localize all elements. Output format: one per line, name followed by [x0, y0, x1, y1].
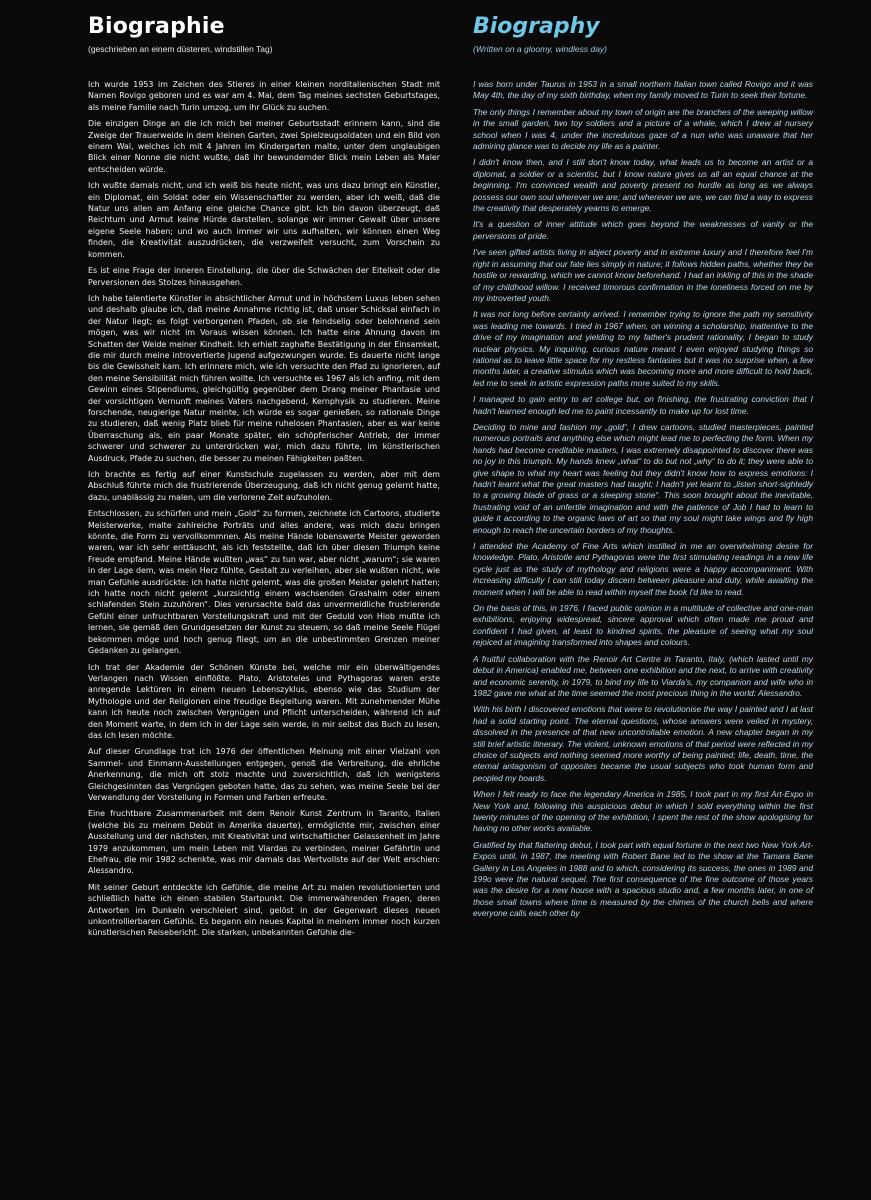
german-paragraph: Entschlossen, zu schürfen und mein „Gold“ zu formen, zeichnete ich Cartoons, studierte Meisterwerke, malte zahlreiche Porträts und alles andere, was mich dazu bringen könnte, die Form zu vervollkommnen. Als meine Hände lobenswerte Meister geworden waren, war ich sehr enttäuscht, als ich feststellte, daß ich über diesen Triumph keine Freude empfand. Meine Hände wußten „was“ zu tun war, aber nicht „warum“; sie waren in der Lage dem, was mein Herz fühlte, Gestalt zu verleihen, aber sie wußten nicht, wie man Gefühle ausdrückte: ich hatte nicht gelernt, was die großen Meister gelehrt hatten; ich hatte noch nicht gelernt „kurzsichtig einem wachsenden Grashalm oder einem schlafenden Stein zuzuhören“. Dies verursachte bald das unvermeidliche frustrierende Gefühl einer unfruchtbaren Vorstellungskraft und mit der Geduld von Hiob mußte ich lernen, sie gemäß den Grundgesetzen der Kunst zu steuern, so daß meine Seele Flügel bekommen möge und hoch genug fliegt, um an die unbestimmten Grenzen meiner Gedanken zu gelangen. [88, 509, 440, 656]
english-paragraph: It was not long before certainty arrived. I remember trying to ignore the path my sensitivity was leading me towards. I tried in 1967 when, on winning a scholarship, inattentive to the drive of my imagination and yielding to my father's prudent rationality, I began to study nuclear physics. My inquiring, curious nature meant I even enjoyed studying things so rational as to leave little space for my restless fantasies but it was no surprise when, a few months later, a creative stimulus which was becoming more and more difficult to hold back, led me to seek in artistic expression paths more suited to my skills. [473, 309, 813, 388]
german-paragraph: Ich trat der Akademie der Schönen Künste bei, welche mir ein überwältigendes Verlangen nach Wissen einflößte. Plato, Aristoteles und Pythagoras waren erste anregende Lektüren in einem neuen Lebenszyklus, ebenso wie das Studium der Mythologie und der Religionen eine freudige Begleitung waren. Mit zunehmender Mühe kann ich heute noch zwischen Vergnügen und Pflicht unterscheiden, während ich auf den Moment warte, in dem ich in der Lage sein werde, in mir selbst das Buch zu lesen, das ich lesen möchte. [88, 662, 440, 740]
english-paragraph: On the basis of this, in 1976, I faced public opinion in a multitude of collective and one-man exhibitions, enjoying widespread, sincere approval which often made me proud and confident I had given, at least to kindred spirits, the pleasure of seeing what my soul rejoiced at imagining transformed into shapes and colours. [473, 603, 813, 648]
english-body [473, 79, 813, 920]
german-column [88, 14, 440, 944]
german-paragraph: Ich wußte damals nicht, und ich weiß bis heute nicht, was uns dazu bringt ein Künstler, ein Diplomat, ein Soldat oder ein Wissenschaftler zu werden, aber ich weiß, daß die Natur uns allen am Anfang eine gleiche Chance gibt. Ich bin davon überzeugt, daß Reichtum und Armut keine Hürde darstellen, solange wir immer Gewalt über unsere eigene Seele haben; und wo auch immer wir uns aufhalten, wir können einen Weg finden, die Kreativität auszudrücken, die verzweifelt versucht, zum Vorschein zu kommen. [88, 181, 440, 259]
english-paragraph: With his birth I discovered emotions that were to revolutionise the way I painted and I at last had a solid starting point. The eternal questions, whose answers were veiled in mystery, dissolved in the presence of that new uncontrollable emotion. A new chapter began in my still brief artistic itinerary. The violent, unknown emotions of that period were reflected in my choice of subjects and nothing seemed more worthy of being painted; life, death, time, the eternal antagonism of opposites became the usual subjects who took human form and peopled my boards. [473, 704, 813, 783]
german-paragraph: Ich habe talentierte Künstler in absichtlicher Armut und in höchstem Luxus leben sehen und deshalb glaube ich, daß meine Annahme richtig ist, daß unser Schicksal einfach in der Natur liegt; es folgt verborgenen Pfaden, ob sie feindselig oder belohnend sein mögen, was wir nicht im Voraus wissen können. Ich hatte eine Ahnung davon im Schatten der Weide meiner Kindheit. Ich erhielt zaghafte Bestätigung in der Einsamkeit, die mir durch meine introvertierte Jugend aufgezwungen wurde. Es dauerte nicht lange bis die Gewissheit kam. Ich erinnere mich, wie ich versuchte den Pfad zu ignorieren, auf den meine Sensibilität mich führen wollte. Ich versuchte es 1967 als ich anfing, mit dem Gewinn eines Stipendiums, gleichgültig gegenüber dem Drang meiner Phantasie und der vorsichtigen Vernunft meines Vaters nachgebend, Kernphysik zu studieren. Meine forschende, neugierige Natur meinte, ich würde es sogar genießen, so rationale Dinge zu studieren, daß wenig Platz blieb für meine ruhelosen Phantasien, aber es war keine Überraschung als, ein paar Monate später, ein schöpferischer Antrieb, der immer schwerer und schwerer zu unterdrücken war, mich dazu führte, im künstlerischen Ausdruck, Pfade zu suchen, die besser zu meinen Fähigkeiten paßten. [88, 293, 440, 463]
german-paragraph: Eine fruchtbare Zusammenarbeit mit dem Renoir Kunst Zentrum in Taranto, Italien (welche bis zu meinem Debüt in Amerika dauerte), ermöglichte mir, zwischen einer Ausstellung und der nächsten, mit Kreativität und wirtschaftlicher Gelassenheit im Jahre 1979 anzukommen, um mein Leben mit Viardas zu verbinden, meiner Gefährtin und Ehefrau, die mir 1982 schenkte, was mir damals das Wertvollste auf der Welt erschien: Alessandro. [88, 809, 440, 876]
german-paragraph: Ich wurde 1953 im Zeichen des Stieres in einer kleinen norditalienischen Stadt mit Namen Rovigo geboren und es war am 4. Mai, dem Tag meines sechsten Geburtstages, als meine Familie nach Turin umzog, um ihr Glück zu suchen. [88, 80, 440, 112]
german-title: Biographie [88, 14, 225, 39]
english-paragraph: The only things I remember about my town of origin are the branches of the weeping willow in the small garden, two toy soldiers and a picture of a whale, which I drew at nursery school when I was 4, under the incredulous gaze of a nun who was unaware that her admiring glance was to decide my life as a painter. [473, 106, 813, 152]
english-title: Biography [473, 14, 600, 39]
english-paragraph: When I felt ready to face the legendary America in 1985, I took part in my first Art-Expo in New York and, following this auspicious debut in which I sold everything within the first twenty minutes of the opening of the exhibition, I spent the rest of the show apologising for having no other works available. [473, 789, 813, 834]
english-paragraph: I was born under Taurus in 1953 in a small northern Italian town called Rovigo and it was May 4th, the day of my sixth birthday, when my family moved to Turin to seek their fortune. [473, 79, 813, 101]
english-paragraph: I didn't know then, and I still don't know today, what leads us to become an artist or a diplomat, a soldier or a scientist, but I know nature gives us all an equal chance at the beginning. I'm convinced wealth and poverty present no hurdle as long as we always possess our own soul wherever we are; and wherever we are, we can find a way to express the creativity that desperately yearns to emerge. [473, 157, 813, 214]
english-paragraph: I attended the Academy of Fine Arts which instilled in me an overwhelming desire for knowledge. Plato, Aristotle and Pythagoras were the first stimulating readings in a new life cycle just as the study of mythology and religions were a happy accompaniment. With increasing difficulty I can still today discern between pleasure and duty, while awaiting the moment when I will be able to read within myself the book I'd like to read. [473, 541, 813, 597]
german-paragraph: Ich brachte es fertig auf einer Kunstschule zugelassen zu werden, aber mit dem Abschluß führte mich die frustrierende Überzeugung, daß ich nicht genug gelernt hatte, dazu, unablässig zu malen, um die verlorene Zeit aufzuholen. [88, 470, 440, 502]
german-body [88, 79, 440, 939]
german-paragraph: Die einzigen Dinge an die ich mich bei meiner Geburtsstadt erinnern kann, sind die Zweige der Trauerweide in dem kleinen Garten, zwei Spielzeugsoldaten und ein Bild von einem Wal, welches ich mit 4 Jahren im Kindergarten malte, unter dem unglaubigen Blick einer Nonne die nicht wußte, daß ihr bewundernder Blick mein Leben als Maler entscheiden würde. [88, 119, 440, 174]
german-paragraph: Auf dieser Grundlage trat ich 1976 der öffentlichen Meinung mit einer Vielzahl von Sammel- und Einmann-Ausstellungen entgegen, genoß die Verbreitung, die ehrliche Anerkennung, die mich oft stolz machte und zuversichtlich, daß ich wenigstens Gleichgesinnten das Vergnügen geboten hatte, das zu sehen, was meine Seele bei der Verwandlung der Vorstellung in Formen und Farben erfreute. [88, 747, 440, 802]
english-paragraph: It's a question of inner attitude which goes beyond the weaknesses of vanity or the perversions of pride. [473, 219, 813, 241]
english-paragraph: Deciding to mine and fashion my „gold“, I drew cartoons, studied masterpieces, painted numerous portraits and anything else which might lead me to perfecting the form. When my hands had become creditable masters, I was extremely disappointed to discover there was no joy in this triumph. My hands knew „what“ to do but not „why“ to do it; they were able to give shape to what my heart was feeling but they didn't know how to express emotions: I hadn't learnt what the great masters had taught; I hadn't yet learnt to „listen short-sightedly to a growing blade of grass or a sleeping stone“. This soon brought about the inevitable, frustrating void of an unfertile imagination and with the patience of Job I had to learn to guide it according to the organic laws of art so that my soul might take wings and fly high enough to reach the uncertain borders of my thoughts. [473, 421, 813, 535]
english-paragraph: I managed to gain entry to art college but, on finishing, the frustrating conviction that I hadn't learned enough led me to paint incessantly to make up for lost time. [473, 394, 813, 416]
english-paragraph: I've seen gifted artists living in abject poverty and in extreme luxury and I therefore feel I'm right in assuming that our fate lies simply in nature; it follows hidden paths, whether they be hostile or rewarding, which we cannot know beforehand. I had an inkling of this in the shade of my childhood willow. I received timorous confirmation in the loneliness forced on me by my introverted youth. [473, 247, 813, 303]
english-paragraph: Gratified by that flattering debut, I took part with equal fortune in the next two New York Art-Expos until, in 1987, the meeting with Robert Bane led to the show at the Tamara Bane Gallery in Los Angeles in 1988 and to which, considering its success, the ones in 1989 and 199o were the natural sequel. The first consequence of the fine outcome of those years was the desire for a new house with a spacious studio and, a few months later, in one of those small towns where time is measured by the chimes of the church bells and where everyone calls each other by [473, 839, 813, 919]
german-paragraph: Mit seiner Geburt entdeckte ich Gefühle, die meine Art zu malen revolutionierten und schließlich hatte ich einen stabilen Startpunkt. Die immerwährenden Fragen, deren Antworten im Dunkeln verschleiert sind, gelöst in der Gegenwart dieses neuen unkontrollierbaren Gefühls. Es begann ein neues Kapitel in meinem immer noch kurzen künstlerischen Reisebericht. Die starken, unbekannten Gefühle die- [88, 882, 440, 938]
german-subtitle: (geschrieben an einem düsteren, windstillen Tag) [88, 44, 273, 54]
english-column [473, 14, 813, 925]
english-subtitle: (Written on a gloomy, windless day) [473, 44, 608, 54]
german-paragraph: Es ist eine Frage der inneren Einstellung, die über die Schwächen der Eitelkeit oder die Perversionen des Stolzes hinausgehen. [88, 266, 440, 287]
english-paragraph: A fruitful collaboration with the Renoir Art Centre in Taranto, Italy, (which lasted until my debut in America) enabled me, between one exhibition and the next, to arrive with creativity and economic serenity, in 1979, to bind my life to Viarda's, my companion and wife who in 1982 gave me what at the time seemed the most precious thing in the world: Alessandro. [473, 653, 813, 698]
